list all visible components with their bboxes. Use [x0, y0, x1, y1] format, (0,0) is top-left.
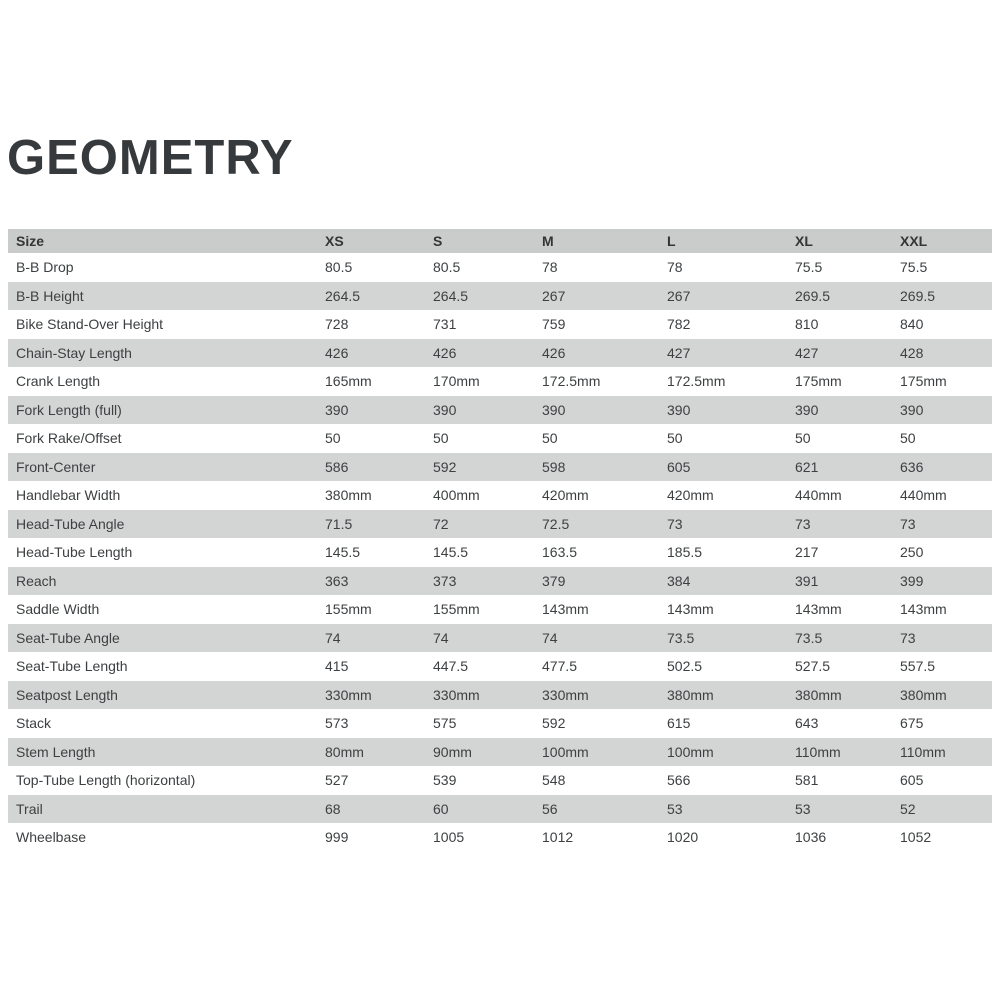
cell-value: 73.5: [795, 629, 823, 646]
cell-value: 74: [325, 629, 341, 646]
table-row: [8, 538, 992, 567]
cell-value: 420mm: [667, 487, 714, 504]
cell-value: 269.5: [900, 287, 936, 304]
cell-value: 427: [795, 344, 819, 361]
table-row: [8, 510, 992, 539]
cell-value: 390: [325, 401, 349, 418]
cell-value: 840: [900, 316, 924, 333]
cell-value: 380mm: [667, 686, 714, 703]
cell-value: 50: [795, 430, 811, 447]
size-header-xl: XL: [795, 229, 900, 253]
cell-value: 175mm: [795, 373, 842, 390]
cell-value: 74: [542, 629, 558, 646]
cell-value: 581: [795, 772, 819, 789]
cell-value: 80mm: [325, 743, 364, 760]
cell-value: 75.5: [900, 259, 928, 276]
table-row: [8, 738, 992, 767]
cell-value: 172.5mm: [542, 373, 601, 390]
table-row: [8, 310, 992, 339]
cell-value: 999: [325, 829, 349, 846]
cell-value: 50: [433, 430, 449, 447]
row-label: Seat-Tube Length: [16, 658, 128, 675]
cell-value: 71.5: [325, 515, 353, 532]
cell-value: 143mm: [542, 601, 589, 618]
cell-value: 267: [667, 287, 691, 304]
cell-value: 100mm: [542, 743, 589, 760]
cell-value: 759: [542, 316, 566, 333]
cell-value: 80.5: [433, 259, 461, 276]
row-label: B-B Drop: [16, 259, 74, 276]
size-header-m: M: [542, 229, 667, 253]
row-label: Stack: [16, 715, 52, 732]
cell-value: 50: [325, 430, 341, 447]
table-row: [8, 652, 992, 681]
cell-value: 575: [433, 715, 457, 732]
cell-value: 267: [542, 287, 566, 304]
cell-value: 330mm: [542, 686, 589, 703]
cell-value: 566: [667, 772, 691, 789]
row-label: Fork Length (full): [16, 401, 122, 418]
cell-value: 426: [542, 344, 566, 361]
row-label: Chain-Stay Length: [16, 344, 132, 361]
cell-value: 250: [900, 544, 924, 561]
cell-value: 380mm: [795, 686, 842, 703]
row-label: Reach: [16, 572, 57, 589]
cell-value: 810: [795, 316, 819, 333]
row-label: Trail: [16, 800, 43, 817]
cell-value: 143mm: [900, 601, 947, 618]
cell-value: 527: [325, 772, 349, 789]
table-row: [8, 367, 992, 396]
cell-value: 615: [667, 715, 691, 732]
cell-value: 330mm: [325, 686, 372, 703]
cell-value: 1005: [433, 829, 465, 846]
table-row: [8, 567, 992, 596]
cell-value: 384: [667, 572, 691, 589]
cell-value: 380mm: [325, 487, 372, 504]
cell-value: 390: [900, 401, 924, 418]
row-label: Saddle Width: [16, 601, 100, 618]
cell-value: 80.5: [325, 259, 353, 276]
cell-value: 636: [900, 458, 924, 475]
table-row: [8, 481, 992, 510]
cell-value: 56: [542, 800, 558, 817]
cell-value: 264.5: [433, 287, 469, 304]
cell-value: 269.5: [795, 287, 831, 304]
table-row: [8, 339, 992, 368]
cell-value: 390: [795, 401, 819, 418]
cell-value: 53: [667, 800, 683, 817]
row-label: Handlebar Width: [16, 487, 121, 504]
table-row: [8, 624, 992, 653]
cell-value: 73: [795, 515, 811, 532]
size-column-header: Size: [8, 229, 325, 253]
cell-value: 172.5mm: [667, 373, 726, 390]
cell-value: 373: [433, 572, 457, 589]
cell-value: 573: [325, 715, 349, 732]
cell-value: 447.5: [433, 658, 469, 675]
cell-value: 477.5: [542, 658, 578, 675]
cell-value: 165mm: [325, 373, 372, 390]
table-row: [8, 823, 992, 852]
table-row: [8, 396, 992, 425]
cell-value: 363: [325, 572, 349, 589]
cell-value: 110mm: [900, 743, 946, 760]
cell-value: 548: [542, 772, 566, 789]
cell-value: 75.5: [795, 259, 823, 276]
cell-value: 50: [667, 430, 683, 447]
cell-value: 72: [433, 515, 449, 532]
cell-value: 155mm: [433, 601, 480, 618]
table-row: [8, 424, 992, 453]
cell-value: 643: [795, 715, 819, 732]
table-row: [8, 253, 992, 282]
cell-value: 728: [325, 316, 349, 333]
cell-value: 426: [433, 344, 457, 361]
cell-value: 380mm: [900, 686, 947, 703]
size-header-s: S: [433, 229, 542, 253]
cell-value: 72.5: [542, 515, 570, 532]
cell-value: 427: [667, 344, 691, 361]
cell-value: 605: [900, 772, 924, 789]
cell-value: 399: [900, 572, 924, 589]
cell-value: 143mm: [795, 601, 842, 618]
cell-value: 675: [900, 715, 924, 732]
cell-value: 50: [900, 430, 916, 447]
cell-value: 400mm: [433, 487, 480, 504]
cell-value: 163.5: [542, 544, 578, 561]
cell-value: 1036: [795, 829, 827, 846]
cell-value: 50: [542, 430, 558, 447]
cell-value: 78: [667, 259, 683, 276]
cell-value: 391: [795, 572, 819, 589]
cell-value: 110mm: [795, 743, 841, 760]
cell-value: 440mm: [795, 487, 842, 504]
cell-value: 52: [900, 800, 916, 817]
cell-value: 1012: [542, 829, 574, 846]
cell-value: 143mm: [667, 601, 714, 618]
cell-value: 539: [433, 772, 457, 789]
geometry-table: [8, 229, 992, 852]
cell-value: 78: [542, 259, 558, 276]
table-row: [8, 681, 992, 710]
cell-value: 90mm: [433, 743, 472, 760]
table-row: [8, 795, 992, 824]
row-label: Head-Tube Angle: [16, 515, 125, 532]
cell-value: 420mm: [542, 487, 589, 504]
cell-value: 557.5: [900, 658, 936, 675]
header-row: [8, 229, 992, 253]
cell-value: 605: [667, 458, 691, 475]
cell-value: 73: [667, 515, 683, 532]
size-header-xxl: XXL: [900, 229, 992, 253]
cell-value: 73: [900, 515, 916, 532]
row-label: Wheelbase: [16, 829, 87, 846]
geometry-table-body: [8, 253, 992, 852]
cell-value: 415: [325, 658, 349, 675]
cell-value: 390: [542, 401, 566, 418]
cell-value: 621: [795, 458, 819, 475]
cell-value: 60: [433, 800, 449, 817]
cell-value: 68: [325, 800, 341, 817]
table-row: [8, 595, 992, 624]
cell-value: 185.5: [667, 544, 703, 561]
cell-value: 145.5: [325, 544, 361, 561]
cell-value: 73.5: [667, 629, 695, 646]
cell-value: 1052: [900, 829, 932, 846]
cell-value: 155mm: [325, 601, 372, 618]
row-label: Fork Rake/Offset: [16, 430, 122, 447]
row-label: Seat-Tube Angle: [16, 629, 120, 646]
table-row: [8, 282, 992, 311]
cell-value: 426: [325, 344, 349, 361]
table-row: [8, 766, 992, 795]
row-label: Stem Length: [16, 743, 96, 760]
cell-value: 527.5: [795, 658, 831, 675]
row-label: Crank Length: [16, 373, 101, 390]
cell-value: 390: [667, 401, 691, 418]
cell-value: 100mm: [667, 743, 714, 760]
cell-value: 1020: [667, 829, 699, 846]
row-label: Top-Tube Length (horizontal): [16, 772, 196, 789]
cell-value: 264.5: [325, 287, 361, 304]
cell-value: 170mm: [433, 373, 480, 390]
cell-value: 217: [795, 544, 819, 561]
cell-value: 592: [433, 458, 457, 475]
size-header-xs: XS: [325, 229, 433, 253]
cell-value: 731: [433, 316, 457, 333]
cell-value: 390: [433, 401, 457, 418]
cell-value: 53: [795, 800, 811, 817]
row-label: Head-Tube Length: [16, 544, 133, 561]
page-title: GEOMETRY: [7, 131, 294, 185]
cell-value: 73: [900, 629, 916, 646]
row-label: Bike Stand-Over Height: [16, 316, 164, 333]
table-row: [8, 453, 992, 482]
table-row: [8, 709, 992, 738]
size-header-l: L: [667, 229, 795, 253]
cell-value: 428: [900, 344, 924, 361]
cell-value: 330mm: [433, 686, 480, 703]
row-label: Seatpost Length: [16, 686, 118, 703]
row-label: Front-Center: [16, 458, 96, 475]
cell-value: 440mm: [900, 487, 947, 504]
cell-value: 74: [433, 629, 449, 646]
cell-value: 592: [542, 715, 566, 732]
row-label: B-B Height: [16, 287, 84, 304]
cell-value: 502.5: [667, 658, 703, 675]
cell-value: 586: [325, 458, 349, 475]
cell-value: 175mm: [900, 373, 947, 390]
cell-value: 145.5: [433, 544, 469, 561]
cell-value: 782: [667, 316, 691, 333]
cell-value: 379: [542, 572, 566, 589]
cell-value: 598: [542, 458, 566, 475]
